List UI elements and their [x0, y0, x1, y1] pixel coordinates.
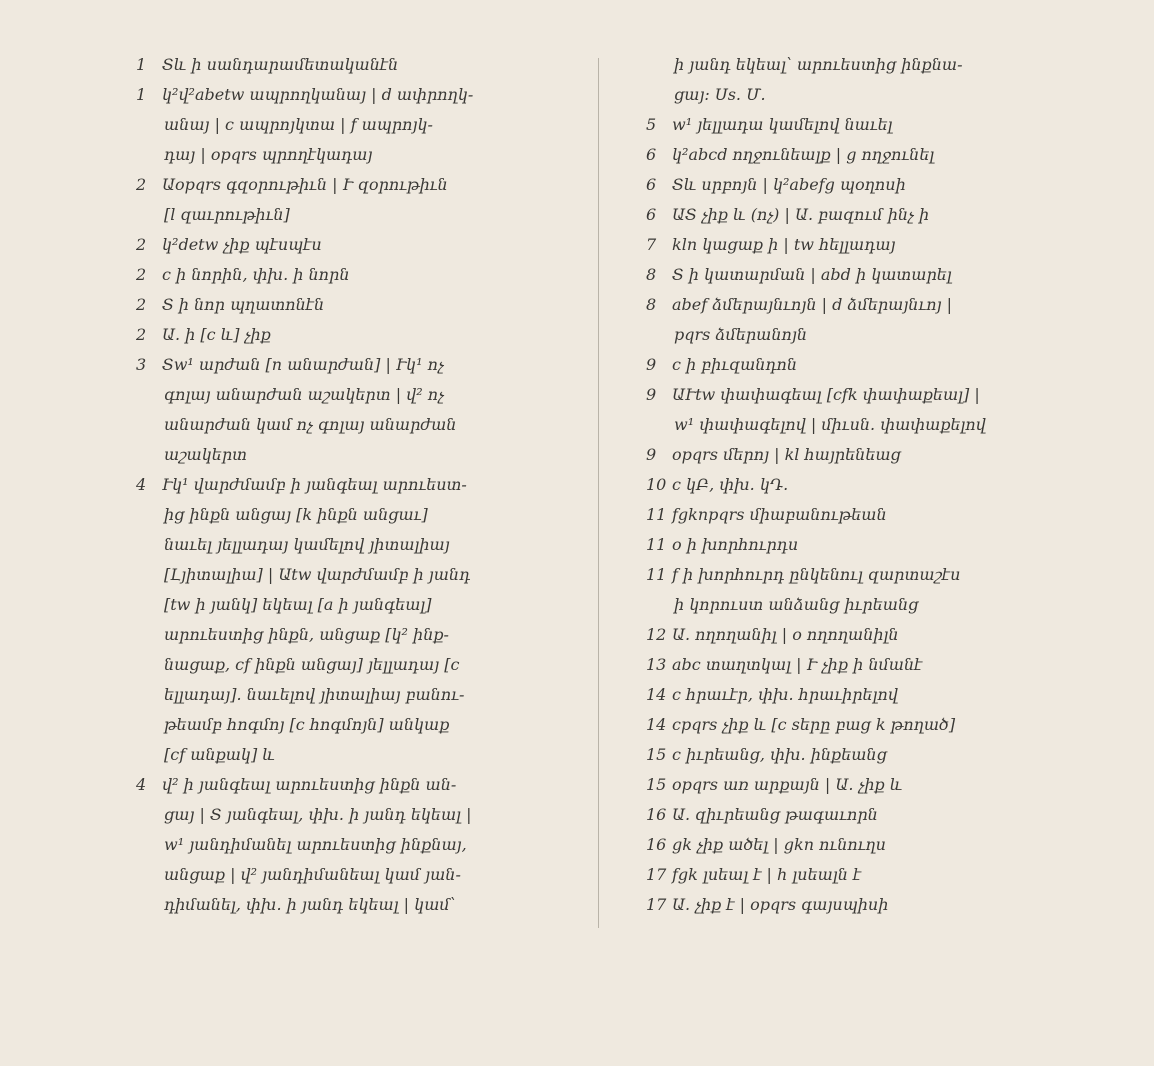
apparatus-line: [646, 290, 1076, 320]
variant-text: f ի խորհուրդ ընկենուլ զարտաշէս: [672, 565, 961, 584]
apparatus-line: [136, 740, 576, 770]
variant-text: pqrs ձմերանոյն: [674, 325, 808, 344]
variant-text: [cf անքակ] և: [164, 745, 275, 764]
variant-text: անցաք | վ² յանդիմանեալ կամ յան-: [164, 865, 461, 884]
apparatus-line: [646, 650, 1076, 680]
apparatus-line: [646, 530, 1076, 560]
line-number: 6: [646, 145, 657, 164]
line-number: 17: [646, 865, 667, 884]
variant-text: աշակերտ: [164, 445, 248, 464]
variant-text: c իւրեանց, փխ. ինքեանց: [672, 745, 887, 764]
line-number: 4: [136, 775, 147, 794]
apparatus-line: [136, 260, 576, 290]
apparatus-line: [646, 500, 1076, 530]
variant-text: կ²abcd ողջունեալք | g ողջունել: [672, 145, 935, 164]
variant-text: c ի նորին, փխ. ի նորն: [162, 265, 350, 284]
line-number: 4: [136, 475, 147, 494]
line-number: 3: [136, 355, 147, 374]
apparatus-line: [136, 80, 576, 110]
apparatus-line: [646, 350, 1076, 380]
variant-text: նաւել յելլադայ կամելով յիտալիայ: [164, 535, 450, 554]
line-number: 2: [136, 265, 147, 284]
variant-text: անարժան կամ ոչ գոլայ անարժան: [164, 415, 457, 434]
variant-text: opqrs մերոյ | kl հայրենեաց: [672, 445, 901, 464]
apparatus-line: [646, 80, 1076, 110]
apparatus-line: [136, 140, 576, 170]
apparatus-line: [646, 800, 1076, 830]
line-number: 16: [646, 835, 667, 854]
variant-text: abef ձմերայնւոյն | d ձմերայնւոյ |: [672, 295, 952, 314]
variant-text: c ի բիւզանդոն: [672, 355, 798, 374]
apparatus-line: [136, 770, 576, 800]
apparatus-line: [646, 710, 1076, 740]
variant-text: վ² ի յանգեալ արուեստից ինքն ան-: [162, 775, 457, 794]
apparatus-line: [646, 770, 1076, 800]
apparatus-line: [646, 590, 1076, 620]
variant-text: Տև ի սանդարամետականէն: [162, 55, 399, 74]
apparatus-line: [136, 620, 576, 650]
apparatus-line: [646, 140, 1076, 170]
variant-text: Տw¹ արժան [n անարժան] | Ւկ¹ ոչ: [162, 355, 444, 374]
line-number: 15: [646, 775, 667, 794]
line-number: 9: [646, 355, 657, 374]
apparatus-line: [646, 890, 1076, 920]
apparatus-line: [136, 500, 576, 530]
apparatus-line: [136, 590, 576, 620]
apparatus-line: [646, 320, 1076, 350]
apparatus-line: [136, 890, 576, 920]
apparatus-line: [136, 830, 576, 860]
apparatus-line: [646, 830, 1076, 860]
variant-text: դայ | opqrs պրողէկադայ: [164, 145, 373, 164]
line-number: 2: [136, 175, 147, 194]
apparatus-line: [136, 320, 576, 350]
variant-text: թեամբ հոգմոյ [c հոգմոյն] անկաք: [164, 715, 450, 734]
line-number: 17: [646, 895, 667, 914]
right-column: [646, 50, 1076, 920]
line-number: 1: [136, 85, 147, 104]
apparatus-line: [646, 740, 1076, 770]
column-divider: [598, 58, 599, 928]
variant-text: kln կացաք ի | tw հելլադայ: [672, 235, 896, 254]
variant-text: opqrs առ արքայն | Ա. չիք և: [672, 775, 903, 794]
variant-text: fgknpqrs միաբանութեան: [672, 505, 887, 524]
left-column: [136, 50, 576, 920]
variant-text: Ւկ¹ վարժմամբ ի յանգեալ արուեստ-: [162, 475, 467, 494]
variant-text: w¹ յանդիմանել արուեստից ինքնայ,: [164, 835, 467, 854]
line-number: 9: [646, 385, 657, 404]
variant-text: Տ ի նոր պղատոնէն: [162, 295, 325, 314]
variant-text: ելլադայ]. նաւելով յիտալիայ բանու-: [164, 685, 465, 704]
apparatus-line: [136, 800, 576, 830]
line-number: 6: [646, 205, 657, 224]
apparatus-line: [646, 560, 1076, 590]
apparatus-line: [136, 440, 576, 470]
variant-text: գոլայ անարժան աշակերտ | վ² ոչ: [164, 385, 444, 404]
apparatus-line: [136, 380, 576, 410]
variant-text: gk չիք ածել | gkn ունուղս: [672, 835, 886, 854]
variant-text: w¹ փափագելով | միւսն. փափաքելով: [674, 415, 986, 434]
apparatus-line: [136, 470, 576, 500]
variant-text: cpqrs չիք և [c sերը բաց k թողած]: [672, 715, 956, 734]
variant-text: [Լյիտալիա] | Աtw վարժմամբ ի յանդ: [164, 565, 471, 584]
apparatus-line: [136, 170, 576, 200]
line-number: 11: [646, 535, 667, 554]
line-number: 16: [646, 805, 667, 824]
apparatus-line: [646, 380, 1076, 410]
variant-text: արուեստից ինքն, անցաք [կ² ինք-: [164, 625, 449, 644]
apparatus-line: [646, 470, 1076, 500]
variant-text: Տ ի կատարման | abd ի կատարել: [672, 265, 952, 284]
variant-text: կ²detw չիք պէսպէս: [162, 235, 322, 254]
variant-text: ցայ։ Սs. Մ.: [674, 85, 766, 104]
variant-text: w¹ յելլադա կամելով նաւել: [672, 115, 893, 134]
line-number: 1: [136, 55, 147, 74]
apparatus-line: [646, 260, 1076, 290]
variant-text: կ²վ²abetw ապրողկանայ | d ափրողկ-: [162, 85, 474, 104]
line-number: 12: [646, 625, 667, 644]
line-number: 8: [646, 265, 657, 284]
line-number: 2: [136, 325, 147, 344]
variant-text: Աopqrs գզօրութիւն | Ւ զօրութիւն: [162, 175, 448, 194]
variant-text: ից ինքն անցայ [k ինքն անցաւ]: [164, 505, 428, 524]
line-number: 6: [646, 175, 657, 194]
variant-text: Ա. ողողանիլ | o ողողանիլն: [672, 625, 899, 644]
variant-text: ԱՏ չիք և (ոչ) | Ա. բազում ինչ ի: [672, 205, 930, 224]
variant-text: դիմանել, փխ. ի յանդ եկեալ | կամ՝: [164, 895, 456, 914]
variant-text: [tw ի յանկ] եկեալ [a ի յանգեալ]: [164, 595, 432, 614]
variant-text: նացաք, cf ինքն անցայ] յելլադայ [c: [164, 655, 460, 674]
line-number: 13: [646, 655, 667, 674]
apparatus-line: [646, 860, 1076, 890]
apparatus-line: [136, 860, 576, 890]
apparatus-line: [136, 530, 576, 560]
line-number: 14: [646, 715, 667, 734]
apparatus-line: [646, 440, 1076, 470]
line-number: 11: [646, 505, 667, 524]
variant-text: c հրաւէր, փխ. հրաւիրելով: [672, 685, 898, 704]
apparatus-line: [646, 680, 1076, 710]
variant-text: ԱՒtw փափագեալ [cfk փափաքեալ] |: [672, 385, 980, 404]
line-number: 2: [136, 295, 147, 314]
apparatus-line: [646, 200, 1076, 230]
variant-text: [l զաւրութիւն]: [164, 205, 290, 224]
apparatus-line: [136, 710, 576, 740]
apparatus-line: [136, 410, 576, 440]
apparatus-line: [646, 410, 1076, 440]
line-number: 7: [646, 235, 657, 254]
line-number: 10: [646, 475, 667, 494]
apparatus-line: [136, 50, 576, 80]
line-number: 5: [646, 115, 657, 134]
variant-text: ցայ | Տ յանգեալ, փխ. ի յանդ եկեալ |: [164, 805, 472, 824]
line-number: 2: [136, 235, 147, 254]
line-number: 8: [646, 295, 657, 314]
variant-text: Ա. չիք է | opqrs գայսպիսի: [672, 895, 889, 914]
apparatus-line: [136, 560, 576, 590]
variant-text: c կԲ, փխ. կԴ.: [672, 475, 789, 494]
apparatus-line: [136, 680, 576, 710]
variant-text: abc տաղտկալ | Ւ չիք ի նմանէ: [672, 655, 923, 674]
apparatus-line: [136, 200, 576, 230]
variant-text: ի կորուստ անձանց իւրեանց: [674, 595, 919, 614]
variant-text: Ա. ի [c և] չիք: [162, 325, 271, 344]
apparatus-line: [646, 230, 1076, 260]
apparatus-line: [136, 650, 576, 680]
apparatus-line: [646, 50, 1076, 80]
line-number: 15: [646, 745, 667, 764]
variant-text: o ի խորհուրդս: [672, 535, 799, 554]
apparatus-line: [136, 290, 576, 320]
variant-text: fgk լսեալ է | h լսեալն է: [672, 865, 862, 884]
apparatus-line: [646, 110, 1076, 140]
apparatus-line: [646, 620, 1076, 650]
apparatus-line: [136, 110, 576, 140]
variant-text: Տև սրբոյն | կ²abefg պօղոսի: [672, 175, 906, 194]
line-number: 14: [646, 685, 667, 704]
variant-text: ի յանդ եկեալ՝ արուեստից ինքնա-: [674, 55, 963, 74]
line-number: 9: [646, 445, 657, 464]
variant-text: անայ | c ապրոյկտա | f ապրոյկ-: [164, 115, 433, 134]
line-number: 11: [646, 565, 667, 584]
apparatus-line: [136, 230, 576, 260]
variant-text: Ա. զիւրեանց թագաւորն: [672, 805, 878, 824]
apparatus-line: [646, 170, 1076, 200]
apparatus-line: [136, 350, 576, 380]
